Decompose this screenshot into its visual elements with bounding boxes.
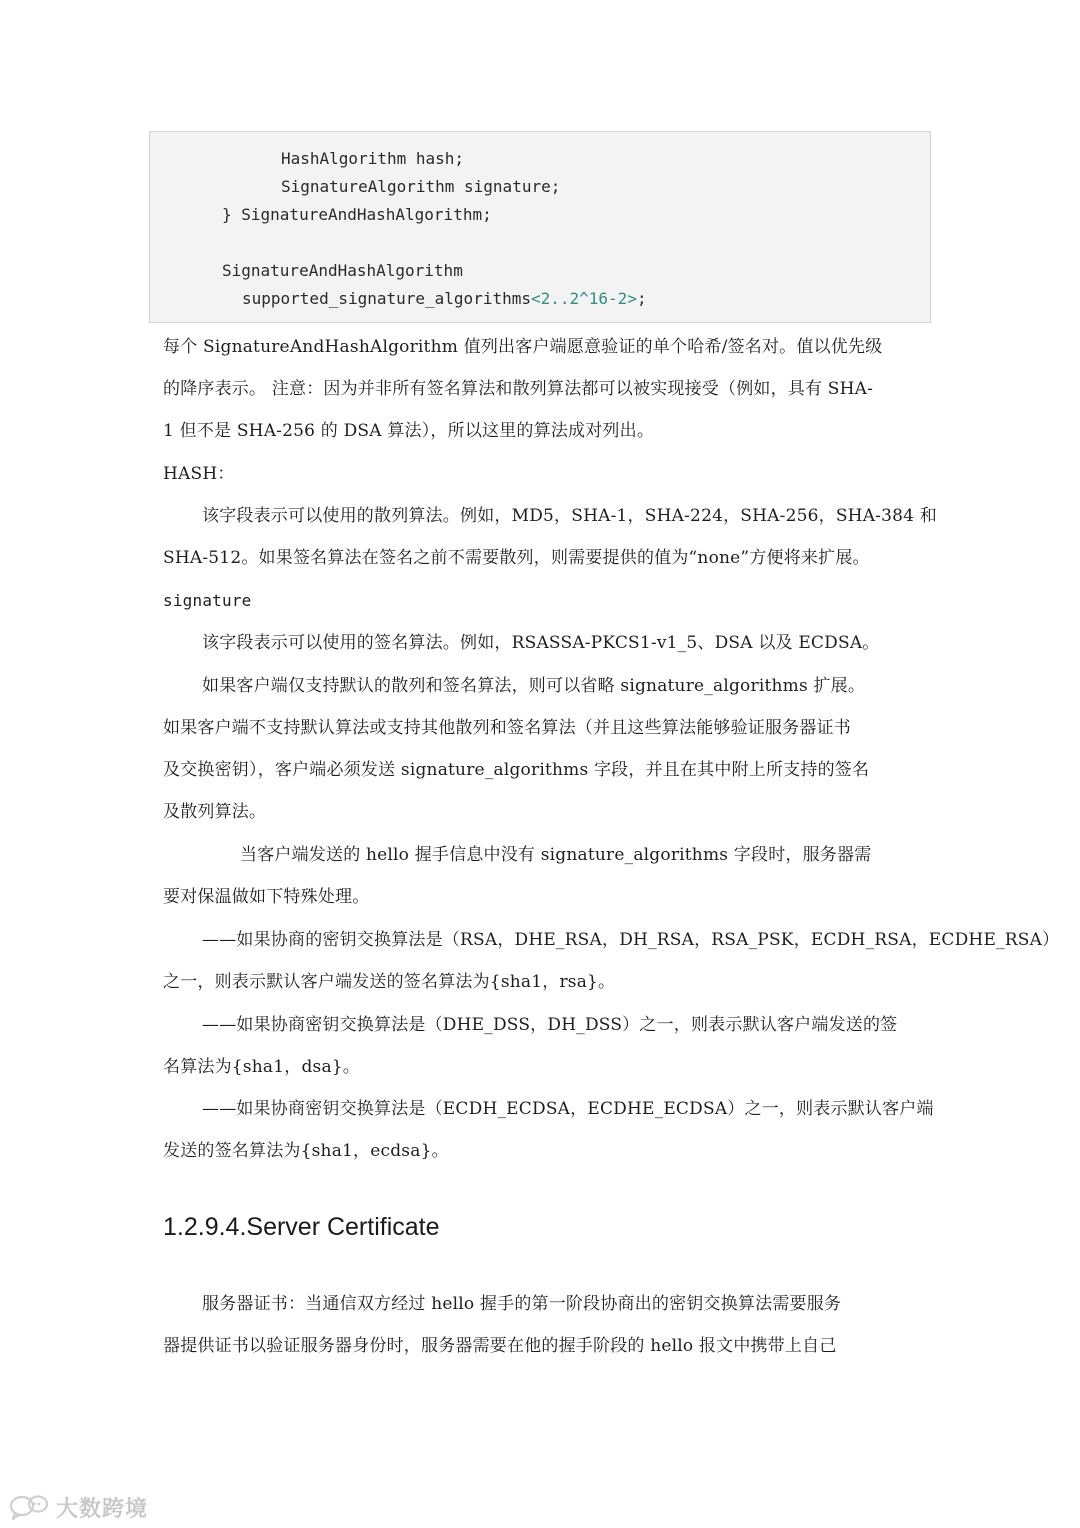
paragraph-line: 名算法为{sha1，dsa}。 xyxy=(163,1057,360,1077)
code-line-hash: HashAlgorithm hash; xyxy=(281,149,465,168)
paragraph-line: 当客户端发送的 hello 握手信息中没有 signature_algorithms 字段时，服务器需 xyxy=(240,845,872,865)
paragraph-line: 之一，则表示默认客户端发送的签名算法为{sha1，rsa}。 xyxy=(163,972,616,992)
paragraph-line: 每个 SignatureAndHashAlgorithm 值列出客户端愿意验证的单个哈希/签名对。值以优先级 xyxy=(163,337,883,357)
paragraph-line: 服务器证书：当通信双方经过 hello 握手的第一阶段协商出的密钥交换算法需要服务 xyxy=(202,1294,842,1314)
paragraph-line: 如果客户端不支持默认算法或支持其他散列和签名算法（并且这些算法能够验证服务器证书 xyxy=(163,718,851,738)
paragraph-line: 该字段表示可以使用的散列算法。例如，MD5，SHA-1，SHA-224，SHA-256，SHA-384 和 xyxy=(202,506,937,526)
paragraph-line: 及散列算法。 xyxy=(163,802,267,822)
code-block xyxy=(149,131,931,323)
paragraph-line: 发送的签名算法为{sha1，ecdsa}。 xyxy=(163,1141,449,1161)
code-line-type: SignatureAndHashAlgorithm xyxy=(222,261,463,280)
paragraph-line: ——如果协商的密钥交换算法是（RSA，DHE_RSA，DH_RSA，RSA_PSK，ECDH_RSA，ECDHE_RSA） xyxy=(202,930,1060,950)
paragraph-line: 如果客户端仅支持默认的散列和签名算法，则可以省略 signature_algorithms 扩展。 xyxy=(202,676,866,696)
paragraph-line: 器提供证书以验证服务器身份时，服务器需要在他的握手阶段的 hello 报文中携带上自己 xyxy=(163,1336,837,1356)
watermark-text: 大数跨境 xyxy=(56,1496,149,1522)
code-line-struct-close: } SignatureAndHashAlgorithm; xyxy=(222,205,492,224)
paragraph-line: 该字段表示可以使用的签名算法。例如，RSASSA-PKCS1-v1_5、DSA 以及 ECDSA。 xyxy=(202,633,880,653)
code-terminator: ; xyxy=(636,289,647,308)
signature-label: signature xyxy=(163,591,252,610)
paragraph-line: ——如果协商密钥交换算法是（DHE_DSS，DH_DSS）之一，则表示默认客户端发送的签 xyxy=(202,1015,898,1035)
paragraph-line: 1 但不是 SHA-256 的 DSA 算法），所以这里的算法成对列出。 xyxy=(163,421,655,441)
code-field-name: supported_signature_algorithms xyxy=(242,289,531,308)
chat-bubbles-icon xyxy=(8,1492,52,1522)
code-range-suffix: <2..2^16-2> xyxy=(530,289,637,308)
paragraph-line: 要对保温做如下特殊处理。 xyxy=(163,887,370,907)
code-line-signature: SignatureAlgorithm signature; xyxy=(281,177,561,196)
paragraph-line: 的降序表示。 注意：因为并非所有签名算法和散列算法都可以被实现接受（例如，具有 SHA- xyxy=(163,379,874,399)
hash-label: HASH： xyxy=(163,464,235,484)
paragraph-line: 及交换密钥），客户端必须发送 signature_algorithms 字段，并且在其中附上所支持的签名 xyxy=(163,760,870,780)
code-line-field xyxy=(242,289,647,309)
paragraph-line: ——如果协商密钥交换算法是（ECDH_ECDSA，ECDHE_ECDSA）之一，则表示默认客户端 xyxy=(202,1099,934,1119)
paragraph-line: SHA-512。如果签名算法在签名之前不需要散列，则需要提供的值为“none”方便将来扩展。 xyxy=(163,548,870,568)
section-heading: 1.2.9.4.Server Certificate xyxy=(163,1213,440,1241)
watermark xyxy=(8,1490,148,1524)
